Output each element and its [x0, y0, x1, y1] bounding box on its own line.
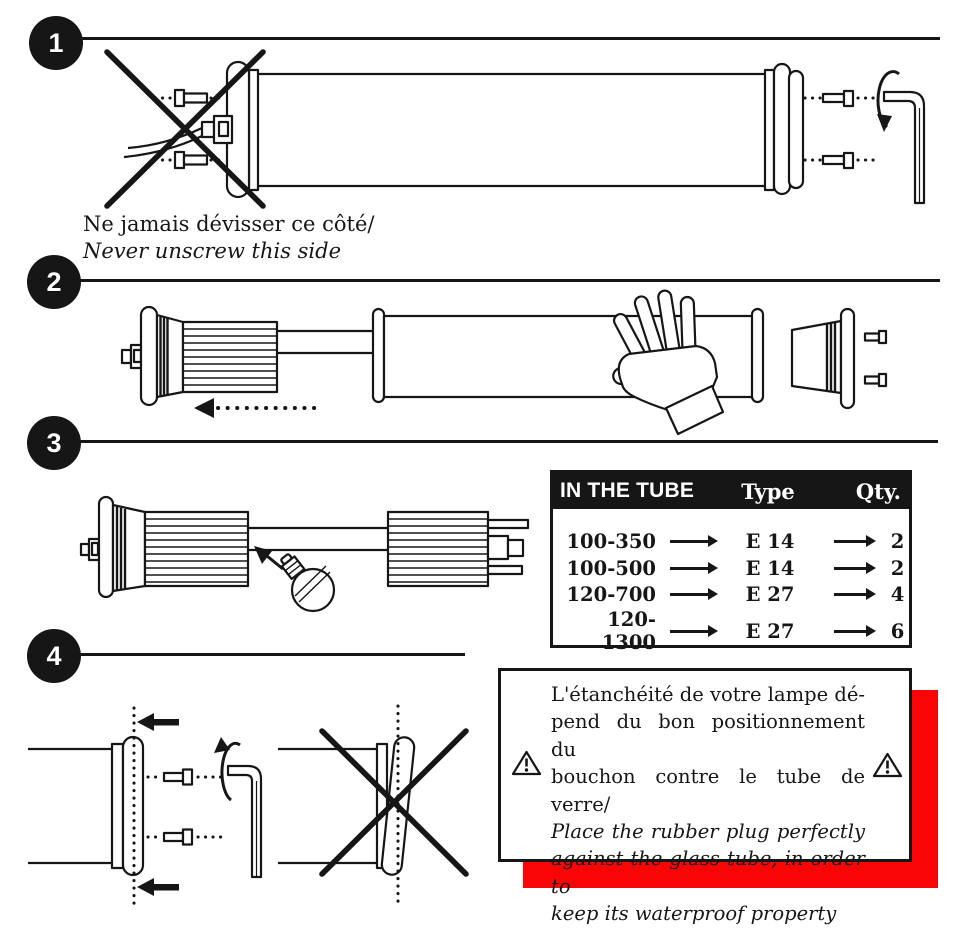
- right-arrow-icon: [670, 540, 710, 543]
- warning-triangle-icon: [511, 749, 542, 777]
- warning-line-en: against the glass tube, in order to: [551, 847, 865, 898]
- warning-box: [498, 668, 912, 926]
- table-row: [553, 582, 909, 609]
- warning-triangle-icon: [872, 751, 903, 779]
- pull-arrow-dotted: [194, 398, 320, 418]
- warning-line-en: keep its waterproof property: [551, 902, 837, 926]
- step-number: 1: [48, 27, 64, 58]
- allen-key-icon: [884, 92, 924, 203]
- table-row: [553, 555, 909, 582]
- parts-table: [550, 470, 912, 655]
- caption-french: Ne jamais dévisser ce côté/: [83, 212, 375, 236]
- qty-cell: 6: [890, 619, 905, 643]
- table-title: IN THE TUBE: [560, 479, 695, 502]
- rubber-plug: [792, 309, 854, 408]
- wrong-position-drawing: [278, 706, 466, 905]
- correct-position-drawing: [28, 708, 261, 905]
- qty-cell: 2: [890, 529, 905, 553]
- warning-line-en: Place the rubber plug perfectly: [551, 820, 865, 844]
- screw: [865, 374, 886, 386]
- right-arrow-icon: [834, 593, 868, 596]
- step-4-rule: [80, 653, 465, 656]
- qty-cell: 4: [890, 583, 905, 607]
- step3-diagram: [81, 497, 528, 611]
- right-arrow-icon: [834, 567, 868, 570]
- step-4-badge: [27, 629, 81, 683]
- column-qty: Qty.: [855, 478, 901, 504]
- screw: [805, 91, 880, 106]
- step4-diagram: [28, 706, 466, 905]
- step-number: 2: [46, 266, 62, 297]
- parts-table-header: [553, 473, 909, 509]
- step1-diagram: [107, 52, 924, 206]
- table-row: [553, 608, 909, 655]
- type-cell: E 27: [745, 583, 795, 607]
- type-cell: E 14: [745, 529, 795, 553]
- allen-key-icon: [228, 766, 261, 877]
- step-1-badge: [29, 16, 83, 70]
- hand-glove-icon: [611, 290, 723, 434]
- end-cap-assembly: [122, 307, 374, 405]
- warning-text: [551, 681, 865, 928]
- warning-line-fr: pend du bon positionnement du: [551, 710, 865, 761]
- qty-cell: 2: [890, 556, 905, 580]
- screw: [865, 331, 886, 343]
- size-cell: 120-700: [566, 583, 656, 607]
- step2-diagram: [122, 290, 886, 434]
- step-3-rule: [80, 440, 938, 443]
- right-arrow-icon: [834, 630, 868, 633]
- screw: [148, 770, 222, 785]
- push-arrow: [137, 713, 179, 731]
- column-type: Type: [741, 478, 795, 504]
- right-arrow-icon: [670, 567, 710, 570]
- size-cell: 100-350: [566, 529, 656, 553]
- step-2-badge: [27, 255, 81, 309]
- type-cell: E 27: [745, 619, 795, 643]
- warning-line-fr: L'étanchéité de votre lampe dé-: [551, 683, 865, 706]
- right-arrow-icon: [670, 593, 710, 596]
- step-number: 3: [46, 427, 62, 458]
- size-cell: 120-1300: [601, 608, 656, 655]
- right-arrow-icon: [834, 540, 868, 543]
- parts-table-body: [553, 509, 909, 655]
- push-arrow: [137, 878, 179, 896]
- step-number: 4: [46, 640, 62, 671]
- table-row: [553, 528, 909, 555]
- screw: [148, 830, 222, 845]
- right-arrow-icon: [670, 630, 710, 633]
- light-bulb-icon: [278, 552, 334, 611]
- step-2-rule: [80, 279, 940, 282]
- warning-line-fr: bouchon contre le tube de verre/: [551, 765, 865, 816]
- type-cell: E 14: [745, 556, 795, 580]
- step-1-rule: [82, 37, 940, 40]
- step-3-badge: [27, 416, 81, 470]
- step-1-caption: [83, 211, 374, 265]
- caption-english: Never unscrew this side: [83, 239, 342, 263]
- screw: [805, 153, 880, 168]
- size-cell: 100-500: [566, 556, 656, 580]
- glass-tube: [227, 62, 803, 197]
